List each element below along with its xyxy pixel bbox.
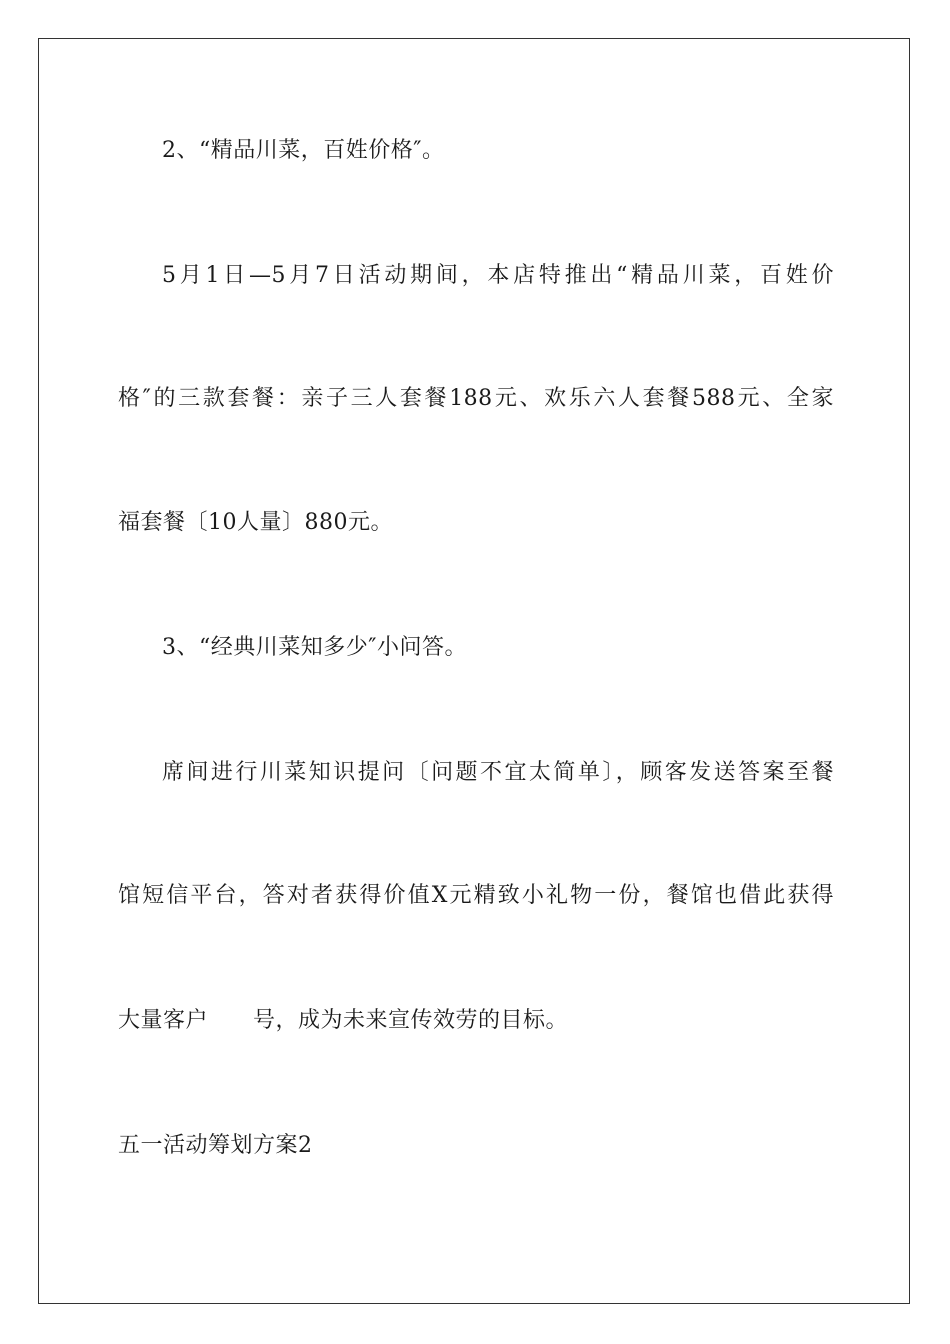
- item-2-heading: 2、“精品川菜，百姓价格″。: [162, 138, 445, 163]
- item-3-heading: 3、“经典川菜知多少″小问答。: [162, 635, 467, 660]
- paragraph-line: 馆短信平台，答对者获得价值X元精致小礼物一份，餐馆也借此获得: [118, 883, 834, 908]
- paragraph-line: 福套餐〔10人量〕880元。: [118, 510, 393, 535]
- section-title: 五一活动筹划方案2: [118, 1133, 313, 1158]
- paragraph-line: 席间进行川菜知识提问〔问题不宜太简单〕，顾客发送答案至餐: [162, 760, 834, 785]
- paragraph-line: 大量客户 号，成为未来宣传效劳的目标。: [118, 1008, 569, 1033]
- page-frame: [38, 38, 910, 1304]
- paragraph-line: 格″的三款套餐：亲子三人套餐188元、欢乐六人套餐588元、全家: [118, 386, 834, 411]
- paragraph-line: 5月1日—5月7日活动期间，本店特推出“精品川菜，百姓价: [162, 263, 834, 288]
